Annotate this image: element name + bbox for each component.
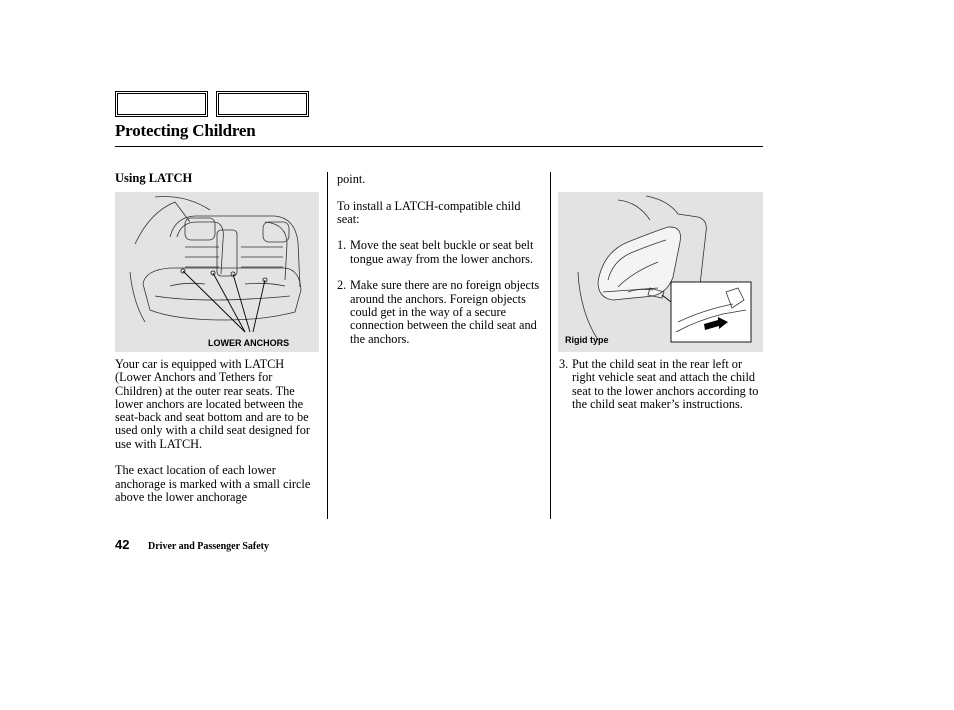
step-1-text: Move the seat belt buckle or seat belt tongue away from the lower anchors. [350, 238, 534, 266]
step-3-text: Put the child seat in the rear left or right vehicle seat and attach the child seat to the lower anchors according to the child seat maker’s instructions. [572, 357, 759, 411]
footer-section-title: Driver and Passenger Safety [148, 541, 270, 552]
column-1-body [115, 358, 317, 504]
anchor-location-paragraph: The exact location of each lower anchorage is marked with a small circle above the lower anchorage [115, 463, 311, 504]
child-seat-drawing [558, 192, 763, 352]
latch-description-paragraph: Your car is equipped with LATCH (Lower Anchors and Tethers for Children) at the outer rear seats. The lower anchors are located between the seat-back and seat bottom and are to be used only with a child seat designed for use with LATCH. [115, 357, 310, 451]
column-divider-2 [550, 172, 551, 519]
column-divider-1 [327, 172, 328, 519]
page-title: Protecting Children [115, 121, 256, 140]
step-1 [337, 239, 542, 266]
step-3-number: 3. [559, 357, 569, 371]
step-2-text: Make sure there are no foreign objects around the anchors. Foreign objects could get in the way of a secure connection between the child seat and the anchors. [350, 278, 540, 346]
step-2 [337, 279, 542, 345]
install-intro: To install a LATCH-compatible child seat: [337, 198, 521, 226]
page-number: 42 [115, 537, 130, 552]
column-3-body [559, 358, 764, 411]
rear-seat-illustration [115, 192, 319, 352]
lower-anchors-label: LOWER ANCHORS [208, 338, 290, 348]
title-rule [115, 146, 763, 147]
step-2-number: 2. [337, 278, 347, 293]
rear-seat-drawing [115, 192, 319, 352]
child-seat-illustration [558, 192, 763, 352]
header-tab-box-1 [115, 91, 208, 117]
step-3 [559, 358, 764, 411]
header-tab-box-2 [216, 91, 309, 117]
step-1-number: 1. [337, 238, 347, 253]
section-heading: Using LATCH [115, 171, 193, 185]
rigid-type-label: Rigid type [565, 335, 609, 345]
column-2-body [337, 173, 542, 346]
continuation-text: point. [337, 172, 366, 186]
